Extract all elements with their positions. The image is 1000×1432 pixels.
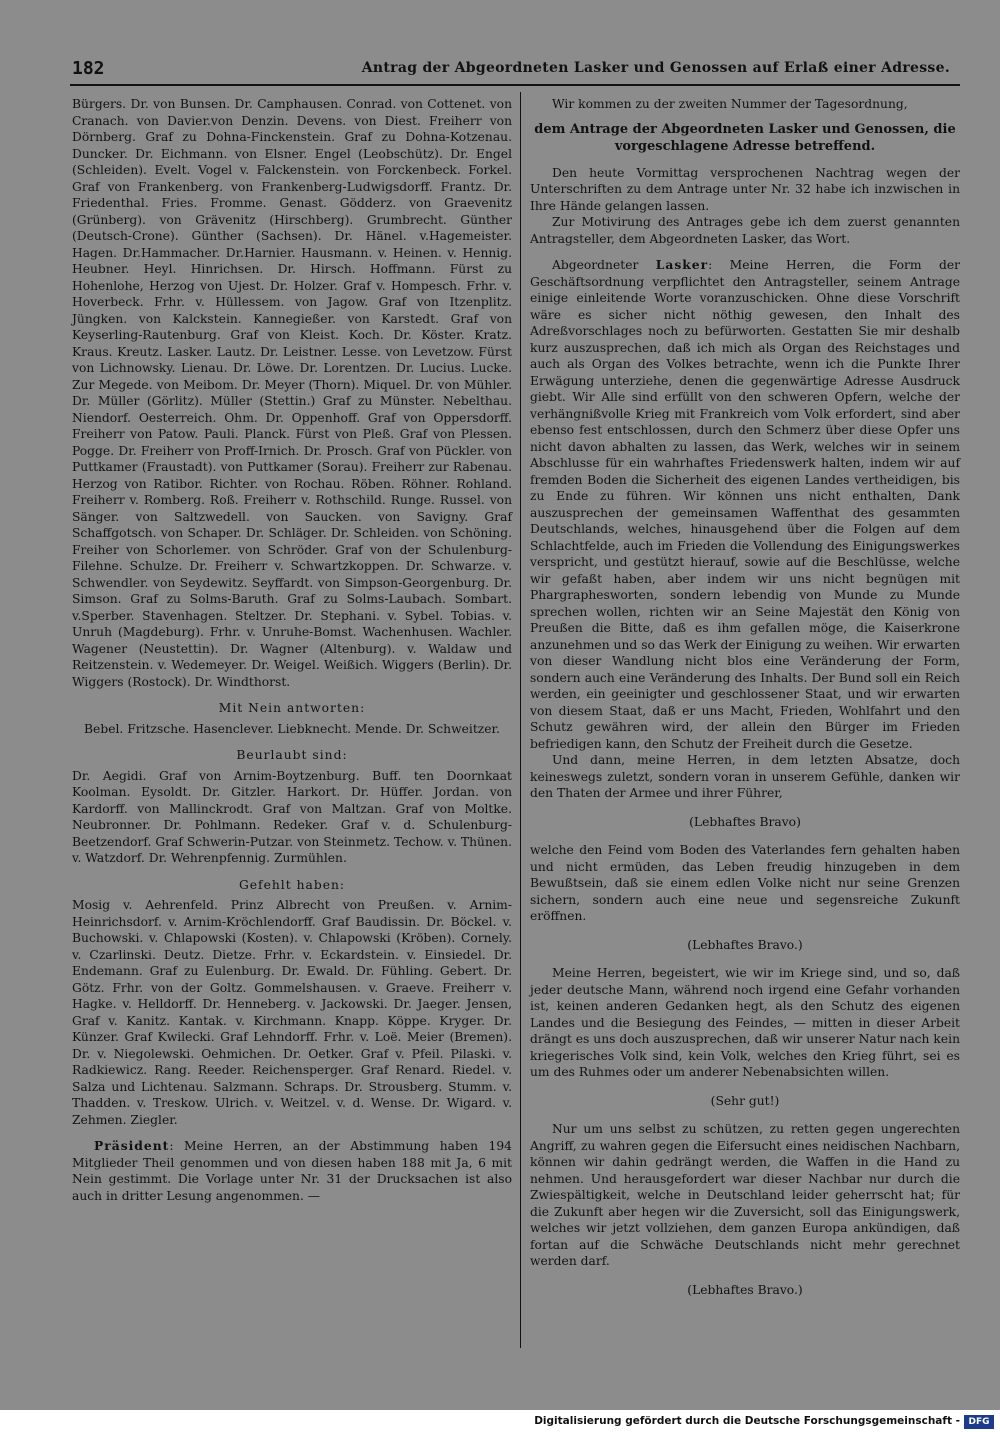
absent-list: Mosig v. Aehrenfeld. Prinz Albrecht von Preußen. v. Arnim-Heinrichsdorf. v. Arnim-Kröchlendorff. Graf Baudissin. Dr. Böckel. v. Buchowski. v. Chlapowski (Kosten). v. Chlapowski (Kröben). Cornely. v. Czarlinski. Deutz. Dietze. Frhr. v. Eckardstein. v. Einsiedel. Dr. Endemann. Graf zu Eulenburg. Dr. Ewald. Dr. Fühling. Gebert. Dr. Götz. Frhr. von der Goltz. Gommelshausen. v. Graeve. Freiherr v. Hagke. v. Helldorff. Dr. Henneberg. v. Jackowski. Dr. Jaeger. Jensen, Graf v. Kanitz. Kantak. v. Kirchmann. Knapp. Köppe. Kryger. Dr. Künzer. Graf Kwilecki. Graf Lehndorff. Frhr. v. Loë. Meier (Bremen). Dr. v. Niegolewski. Oehmichen. Dr. Oetker. Graf v. Pfeil. Pilaski. v. Radkiewicz. Rang. Reeder. Reichensperger. Graf Renard. Riedel. v. Salza und Lichtenau. Salzmann. Schraps. Dr. Strousberg. Stumm. v. Thadden. v. Treskow. Ulrich. v. Weitzel. v. d. Wense. Dr. Wigard. v. Zehmen. Ziegler.: [72, 898, 512, 1127]
no-vote-heading: Mit Nein antworten:: [218, 701, 366, 715]
agenda-intro: Wir kommen zu der zweiten Nummer der Tagesordnung,: [552, 97, 908, 111]
digitization-footer: [0, 1413, 1000, 1432]
president-statement: [72, 1138, 512, 1204]
applause-note: (Lebhaftes Bravo.): [687, 937, 803, 952]
absent-heading: Gefehlt haben:: [238, 877, 346, 892]
dfg-logo: DFG: [964, 1415, 994, 1429]
header-rule: [70, 84, 960, 86]
paragraph-supplement: Den heute Vormittag versprochenen Nachtrag wegen der Unterschriften zu dem Antrage unter Nr. 32 habe ich inzwischen in Ihre Hände gelangen lassen.: [530, 165, 960, 213]
president-speaker: Präsident: [94, 1138, 170, 1153]
lasker-intro: Abgeordneter: [552, 258, 656, 272]
approval-note: (Sehr gut!): [710, 1093, 780, 1108]
running-title: Antrag der Abgeordneten Lasker und Genossen auf Erlaß einer Adresse.: [361, 60, 950, 76]
on-leave-list: Dr. Aegidi. Graf von Arnim-Boytzenburg. Buff. ten Doornkaat Koolman. Eysoldt. Dr. Gitzler. Harkort. Dr. Hüffer. Jordan. von Kardorff. von Mallinckrodt. Graf von Maltzan. Graf von Moltke. Neubronner. Dr. Pohlmann. Redeker. Graf v. d. Schulenburg-Beetzendorf. Graf Schwerin-Putzar. von Steinmetz. Techow. v. Thünen. v. Watzdorf. Dr. Wehrenpfennig. Zurmühlen.: [72, 768, 512, 865]
left-column: [72, 96, 512, 1204]
on-leave-heading: Beurlaubt sind:: [236, 748, 348, 762]
paragraph-motivation: Zur Motivirung des Antrages gebe ich dem zuerst genannten Antragsteller, dem Abgeordneten Lasker, das Wort.: [530, 215, 960, 246]
no-vote-list: Bebel. Fritzsche. Hasenclever. Liebknecht. Mende. Dr. Schweitzer.: [84, 721, 500, 736]
funding-credit: Digitalisierung gefördert durch die Deutsche Forschungsgemeinschaft -: [534, 1415, 960, 1427]
paragraph-army-thanks: Und dann, meine Herren, in dem letzten Absatze, doch keineswegs zuletzt, sondern voran in unserem Gefühle, danken wir den Thaten der Armee und ihrer Führer,: [530, 753, 960, 800]
lasker-text: : Meine Herren, die Form der Geschäftsordnung verpflichtet den Antragsteller, seinem Antrage einige einleitende Worte voranzuschicken. Ohne diese Vorschrift wäre es sicher nicht nöthig gewesen, den Inhalt des Adreßvorschlages noch zu befürworten. Gestatten Sie mir deshalb kurz auszusprechen, daß ich mich als Organ des Reichstages und auch als Organ des Volkes betrachte, wenn ich die Punkte Ihrer Erwägung unterziehe, denen die gegenwärtige Adresse Ausdruck giebt. Wir Alle sind erfüllt von den schweren Opfern, welche der verhängnißvolle Krieg mit Frankreich vom Volk erfordert, sind aber ebenso fest entschlossen, durch den Schmerz über diese Opfer uns nicht davon abhalten zu lassen, das Werk, welches wir in seinem Abschlusse für ein wahrhaftes Friedenswerk halten, indem wir auf fremden Boden die Sicherheit des eigenen Landes vertheidigen, bis zu Ende zu führen. Wir können uns nicht enthalten, Dank auszusprechen der gemeinsamen Waffenthat des gesammten Deutschlands, welches, hinausgehend über die Folgen auf dem Schlachtfelde, auch im Frieden die Vollendung des Einigungswerkes verspricht, und gestützt hierauf, sowie auf die Beschlüsse, welche wir gefaßt haben, aber indem wir uns nicht begnügen mit Phargraphesworten, sondern lebendig von Munde zu Munde sprechen wollen, richten wir an Seine Majestät den König von Preußen die Bitte, daß es ihm gefallen möge, die Kaiserkrone anzunehmen und so das Werk der Einigung zu weihen. Wir erwarten von dieser Wandlung nicht blos eine Veränderung der Form, sondern auch eine Veränderung des Inhalts. Der Bund soll ein Reich werden, ein geeinigter und geschlossener Staat, und wir erwarten von diesem Staat, daß er uns Macht, Frieden, Wohlfahrt und den Schutz gewähren wird, der allein den Bürger im Frieden befriedigen kann, den Schutz der Freiheit durch die Gesetze.: [530, 258, 960, 751]
applause-note: (Lebhaftes Bravo.): [687, 1282, 803, 1297]
yes-vote-list: Bürgers. Dr. von Bunsen. Dr. Camphausen. Conrad. von Cottenet. von Cranach. von Davier.von Denzin. Devens. von Diest. Freiherr von Dörnberg. Graf zu Dohna-Finckenstein. Graf zu Dohna-Kotzenau. Duncker. Dr. Eichmann. von Elsner. Engel (Leobschütz). Dr. Engel (Schleiden). Evelt. Vogel v. Falckenstein. von Forckenbeck. Forkel. Graf von Frankenberg. von Frankenberg-Ludwigsdorff. Frantz. Dr. Friedenthal. Fries. Fromme. Genast. Gödderz. von Graevenitz (Grünberg). von Grävenitz (Hirschberg). Grumbrecht. Günther (Deutsch-Crone). Günther (Sachsen). Dr. Hänel. v.Hagemeister. Hagen. Dr.Hammacher. Dr.Harnier. Hausmann. v. Heinen. v. Hennig. Heubner. Heyl. Hinrichsen. Dr. Hirsch. Hoffmann. Fürst zu Hohenlohe, Herzog von Ujest. Dr. Holzer. Graf v. Hompesch. Frhr. v. Hoverbeck. Frhr. v. Hüllessem. von Jagow. Graf von Itzenplitz. Jüngken. von Kalckstein. Kannegießer. von Karstedt. Graf von Keyserling-Rautenburg. Graf von Kleist. Koch. Dr. Köster. Kratz. Kraus. Kreutz. Lasker. Lautz. Dr. Leistner. Lesse. von Levetzow. Fürst von Lichnowsky. Lienau. Dr. Löwe. Dr. Lorentzen. Dr. Lucius. Lucke. Zur Megede. von Meibom. Dr. Meyer (Thorn). Miquel. Dr. von Mühler. Dr. Müller (Görlitz). Müller (Stettin.) Graf zu Münster. Nebelthau. Niendorf. Oesterreich. Ohm. Dr. Oppenhoff. Graf von Oppersdorff. Freiherr von Patow. Pauli. Planck. Fürst von Pleß. Graf von Plessen. Pogge. Dr. Freiherr von Proff-Irnich. Dr. Prosch. Graf von Pückler. von Puttkamer (Fraustadt). von Puttkamer (Sorau). Freiherr zur Rabenau. Herzog von Ratibor. Richter. von Rochau. Röben. Röhner. Rohland. Freiherr v. Romberg. Roß. Freiherr v. Rothschild. Runge. Russel. von Sänger. von Saltzwedell. von Saucken. von Savigny. Graf Schaffgotsch. von Schaper. Dr. Schläger. Dr. Schleiden. von Schöning. Freiher von Schorlemer. von Schröder. Graf von der Schulenburg-Filehne. Schulze. Dr. Freiherr v. Schwartzkoppen. Dr. Schwarze. v. Schwendler. von Seydewitz. Seyffardt. von Simpson-Georgenburg. Dr. Simson. Graf zu Solms-Baruth. Graf zu Solms-Laubach. Sombart. v.Sperber. Stavenhagen. Steltzer. Dr. Stephani. v. Sybel. Tobias. v. Unruh (Magdeburg). Frhr. v. Unruhe-Bomst. Wachenhusen. Wachler. Wagener (Neustettin). Dr. Wagner (Altenburg). v. Waldaw und Reitzenstein. v. Wedemeyer. Dr. Weigel. Weißich. Wiggers (Berlin). Dr. Wiggers (Rostock). Dr. Windthorst.: [72, 97, 512, 689]
applause-note: (Lebhaftes Bravo): [689, 814, 801, 829]
president-text: : Meine Herren, an der Abstimmung haben 194 Mitglieder Theil genommen und von diesen haben 188 mit Ja, 6 mit Nein gestimmt. Die Vorlage unter Nr. 31 der Drucksachen ist also auch in dritter Lesung angenommen. —: [72, 1139, 512, 1203]
paragraph-fatherland: welche den Feind vom Boden des Vaterlandes fern gehalten haben und nicht ermüden, das Leben freudig hinzugeben in dem Bewußtsein, daß sie einem edlen Volke nicht nur seine Grenzen sichern, sondern auch eine neue und segensreiche Zukunft eröffnen.: [530, 843, 960, 923]
page-header: [70, 58, 960, 84]
paragraph-war: Meine Herren, begeistert, wie wir im Kriege sind, und so, daß jeder deutsche Mann, während noch irgend eine Gefahr vorhanden ist, keinen anderen Gedanken hegt, als den Schutz des eigenen Landes und die Besiegung des Feindes, — mitten in dieser Arbeit drängt es uns doch auszusprechen, daß wir unserer Natur nach kein kriegerisches Volk sind, kein Volk, welches den Krieg führt, sei es um des Ruhmes oder um anderer Nebenabsichten willen.: [530, 966, 960, 1079]
column-divider: [520, 92, 521, 1348]
right-column: [530, 96, 960, 1310]
paragraph-defense: Nur um uns selbst zu schützen, zu retten gegen ungerechten Angriff, zu wahren gegen die Eifersucht eines neidischen Nachbarn, können wir dahin gedrängt werden, die Waffen in die Hand zu nehmen. Und herausgefordert war dieser Nachbar nur durch die Zwiespältigkeit, welche in Deutschland leider geherrscht hat; für die Zukunft aber hegen wir die Zuversicht, soll das Einigungswerk, welches wir jetzt vollziehen, dem ganzen Europa ankündigen, daß fortan auf die Schwäche Deutschlands nicht mehr gerechnet werden darf.: [530, 1122, 960, 1268]
page-number: 182: [72, 58, 105, 79]
lasker-speech: [530, 257, 960, 752]
lasker-speaker: Lasker: [655, 257, 709, 272]
agenda-item-heading: dem Antrage der Abgeordneten Lasker und Genossen, die vorgeschlagene Adresse betreffend.: [534, 121, 956, 154]
